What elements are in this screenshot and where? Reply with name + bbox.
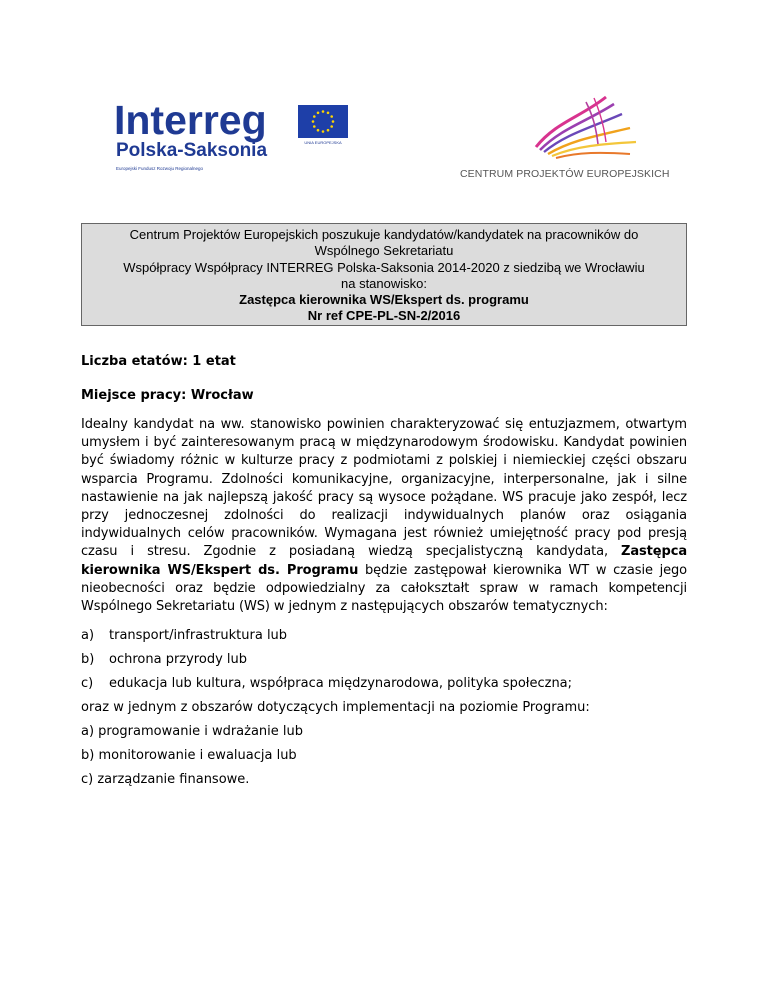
interreg-logo-word: Interreg bbox=[114, 97, 267, 143]
cpe-swirl-icon bbox=[526, 92, 646, 162]
eu-flag-icon bbox=[298, 105, 348, 138]
list-item: b) monitorowanie i ewaluacja lub bbox=[81, 748, 297, 764]
list-marker: a) bbox=[81, 628, 95, 644]
list-item-text: ochrona przyrody lub bbox=[109, 652, 247, 668]
interreg-logo bbox=[110, 98, 360, 178]
interreg-logo-subtitle: Polska-Saksonia bbox=[116, 140, 268, 161]
implementation-areas-list bbox=[81, 724, 687, 788]
list-marker: b) bbox=[81, 652, 95, 668]
implementation-intro: oraz w jednym z obszarów dotyczących implementacji na poziomie Programu: bbox=[81, 700, 590, 716]
cpe-logo bbox=[460, 92, 670, 187]
announcement-line-4: na stanowisko: bbox=[341, 275, 427, 291]
job-description bbox=[81, 416, 687, 616]
list-item: c) zarządzanie finansowe. bbox=[81, 772, 250, 788]
list-item bbox=[81, 652, 687, 668]
document-body bbox=[81, 354, 687, 788]
list-marker: c) bbox=[81, 676, 94, 692]
fte-line: Liczba etatów: 1 etat bbox=[81, 354, 236, 369]
list-item-text: edukacja lub kultura, współpraca międzynarodowa, polityka społeczna; bbox=[109, 676, 573, 692]
cpe-logo-text: CENTRUM PROJEKTÓW EUROPEJSKICH bbox=[460, 168, 670, 180]
announcement-line-1: Centrum Projektów Europejskich poszukuje kandydatów/kandydatek na pracowników do bbox=[129, 227, 639, 242]
thematic-areas-list bbox=[81, 628, 687, 692]
list-item-text: transport/infrastruktura lub bbox=[109, 628, 288, 644]
location-line: Miejsce pracy: Wrocław bbox=[81, 388, 254, 403]
job-description-text-before: Idealny kandydat na ww. stanowisko powinien charakteryzować się entuzjazmem, otwartym umysłem i być zainteresowanym pracą w międzynarodowym środowisku. Kandydat powinien być świadomy różnic w kulturze pracy z podmiotami z polskiej i niemieckiej części obszaru wsparcia Programu. Zdolności komunikacyjne, organizacyjne, interpersonalne, jak i silne nastawienie na jak najlepszą jakość pracy są wysoce pożądane. WS pracuje jako zespół, lecz przy jednoczesnej zdolności do realizacji indywidualnych planów oraz osiągania indywidualnych celów pracowników. Wymagana jest również umiejętność pracy pod presją czasu i stresu. Zgodnie z posiadaną wiedzą specjalistyczną kandydata, bbox=[81, 417, 687, 560]
announcement-line-2: Wspólnego Sekretariatu bbox=[314, 243, 454, 259]
job-description-text-after: będzie zastępował kierownika WT w czasie jego nieobecności oraz będzie odpowiedzialny za całokształt spraw w ramach kompetencji Wspólnego Sekretariatu (WS) w jednym z następujących obszarów tematycznych: bbox=[81, 562, 687, 615]
interreg-logo-fund-line: Europejski Fundusz Rozwoju Regionalnego bbox=[116, 166, 204, 171]
list-item: a) programowanie i wdrażanie lub bbox=[81, 724, 304, 740]
list-item bbox=[81, 628, 687, 644]
list-item bbox=[81, 676, 687, 692]
eu-label: UNIA EUROPEJSKA bbox=[304, 140, 342, 145]
reference-number: Nr ref CPE-PL-SN-2/2016 bbox=[307, 308, 461, 324]
job-description-position: Zastępca kierownika WS/Ekspert ds. Programu bbox=[81, 544, 687, 578]
announcement-line-3: Współpracy Współpracy INTERREG Polska-Saksonia 2014-2020 z siedzibą we Wrocławiu bbox=[123, 259, 645, 275]
position-title: Zastępca kierownika WS/Ekspert ds. programu bbox=[239, 292, 529, 308]
announcement-box bbox=[81, 223, 687, 326]
